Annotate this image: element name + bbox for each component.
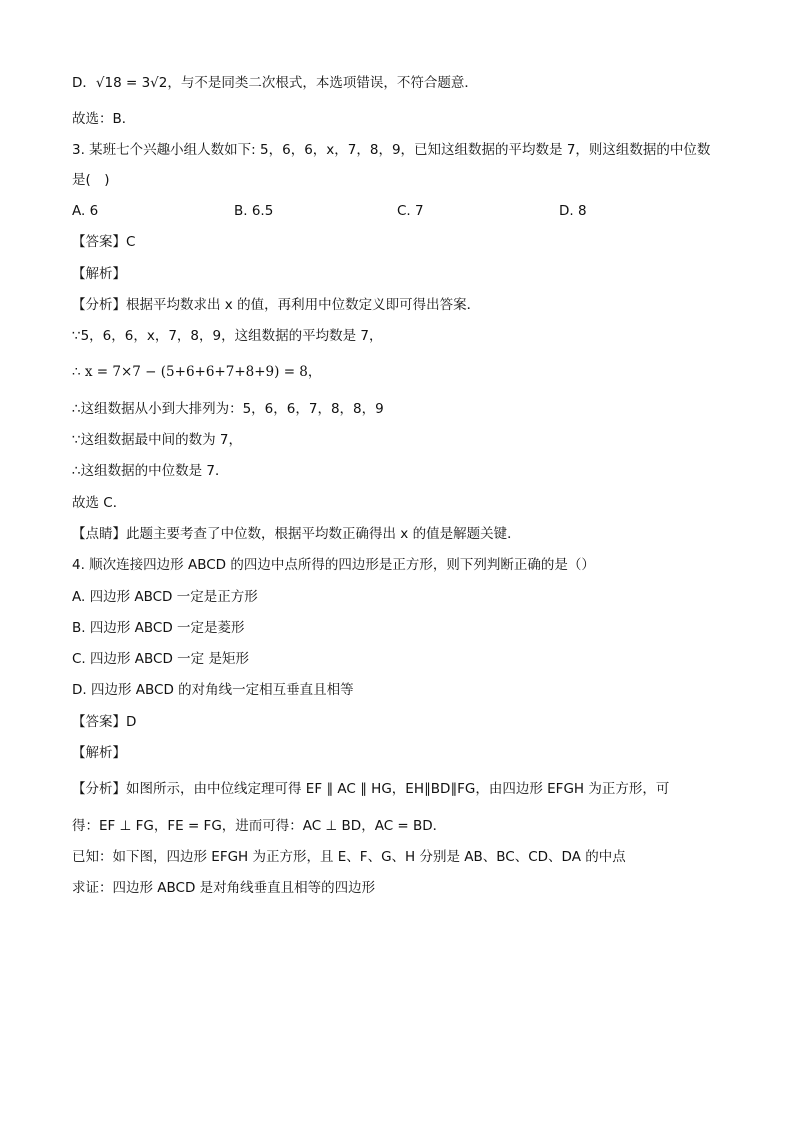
choose-c: 故选 C． [72,495,127,511]
given-text: 已知：如下图，四边形 EFGH 为正方形，且 E、F、G、H 分别是 AB、BC、CD、DA 的中点 [72,849,626,865]
analysis-text-3: 【分析】根据平均数求出 x 的值，再利用中位数定义即可得出答案． [72,297,481,313]
option-b: B. 6.5 [234,203,274,219]
option-a: A. 6 [72,203,99,219]
option-d: D. 8 [559,203,587,219]
question-4-text: 4. 顺次连接四边形 ABCD 的四边中点所得的四边形是正方形，则下列判断正确的是（） [72,557,595,573]
q4-option-d: D. 四边形 ABCD 的对角线一定相互垂直且相等 [72,682,354,698]
question-3-text-cont: 是( ) [72,172,110,188]
solution-line-5: ∴这组数据的中位数是 7． [72,463,229,479]
analysis-text-4-cont: 得：EF ⊥ FG，FE = FG，进而可得：AC ⊥ BD，AC = BD． [72,818,447,834]
solution-line-1: ∵5，6，6，x，7，8，9，这组数据的平均数是 7， [72,328,383,344]
answer-label-4: 【答案】D [72,714,137,730]
text-line-2: 故选：B． [72,111,136,127]
prove-text: 求证：四边形 ABCD 是对角线垂直且相等的四边形 [72,880,376,896]
solution-equation: ∴ x = 7×7 − (5+6+6+7+8+9) = 8， [72,364,322,380]
analysis-label-4: 【解析】 [72,745,126,761]
q4-option-c: C. 四边形 ABCD 一定 是矩形 [72,651,249,667]
answer-label-3: 【答案】C [72,234,136,250]
analysis-text-4: 【分析】如图所示，由中位线定理可得 EF ∥ AC ∥ HG，EH∥BD∥FG，由四边形 EFGH 为正方形，可 [72,781,670,797]
question-3-text: 3. 某班七个兴趣小组人数如下: 5，6，6，x，7，8，9，已知这组数据的平均数是 7，则这组数据的中位数 [72,142,711,158]
q4-option-b: B. 四边形 ABCD 一定是菱形 [72,620,245,636]
analysis-label-3: 【解析】 [72,266,126,282]
text-line-1: D．√18 = 3√2，与不是同类二次根式，本选项错误，不符合题意． [72,75,478,91]
q4-option-a: A. 四边形 ABCD 一定是正方形 [72,589,258,605]
comment-3: 【点睛】此题主要考查了中位数，根据平均数正确得出 x 的值是解题关键． [72,526,521,542]
solution-line-4: ∵这组数据最中间的数为 7， [72,432,242,448]
option-c: C. 7 [397,203,424,219]
solution-line-3: ∴这组数据从小到大排列为：5，6，6，7，8，8，9 [72,401,384,417]
